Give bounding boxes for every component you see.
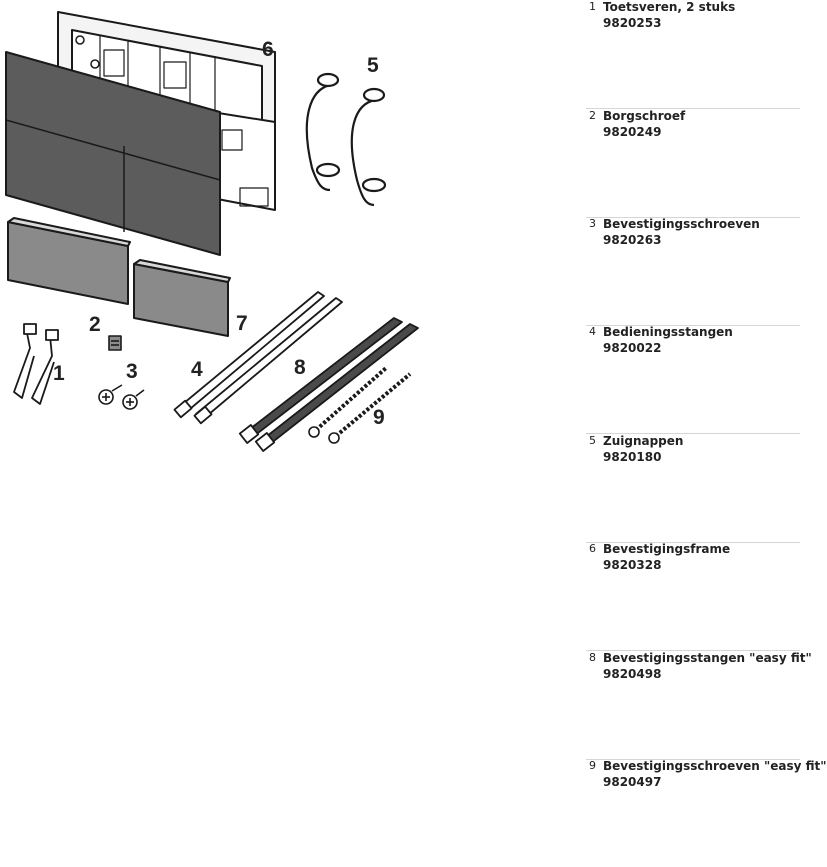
parts-list-item xyxy=(586,109,800,218)
part-number: 9 xyxy=(589,759,596,772)
callout-label-7: 7 xyxy=(236,312,248,335)
parts-list-item xyxy=(586,0,800,109)
part-number: 6 xyxy=(589,542,596,555)
part-name: Bevestigingsschroeven "easy fit" xyxy=(603,759,827,773)
callout-label-4: 4 xyxy=(191,358,203,381)
callout-label-1: 1 xyxy=(53,362,65,385)
parts-list-item xyxy=(586,217,800,326)
parts-list-item xyxy=(586,759,827,867)
callout-label-9: 9 xyxy=(373,406,385,429)
part-number: 1 xyxy=(589,0,596,13)
parts-list-item xyxy=(586,325,800,434)
part-code: 9820180 xyxy=(603,450,662,464)
part-number: 8 xyxy=(589,651,596,664)
callout-label-6: 6 xyxy=(262,38,274,61)
callout-label-2: 2 xyxy=(89,313,101,336)
suction-cups-part xyxy=(307,74,385,205)
exploded-parts-diagram xyxy=(0,0,560,480)
parts-list-item xyxy=(586,434,800,543)
part-code: 9820497 xyxy=(603,775,662,789)
part-number: 4 xyxy=(589,325,596,338)
part-name: Bevestigingsschroeven xyxy=(603,217,760,231)
locking-screw-part xyxy=(109,336,121,350)
parts-list xyxy=(586,0,827,789)
part-code: 9820263 xyxy=(603,233,662,247)
button-springs-part xyxy=(14,324,58,404)
part-code: 9820498 xyxy=(603,667,662,681)
part-code: 9820328 xyxy=(603,558,662,572)
part-name: Bevestigingsstangen "easy fit" xyxy=(603,651,812,665)
callout-label-3: 3 xyxy=(126,360,138,383)
callout-label-8: 8 xyxy=(294,356,306,379)
part-code: 9820022 xyxy=(603,341,662,355)
part-name: Borgschroef xyxy=(603,109,686,123)
fixing-screws-part xyxy=(99,385,144,409)
part-name: Toetsveren, 2 stuks xyxy=(603,0,736,14)
part-name: Bevestigingsframe xyxy=(603,542,731,556)
parts-list-item xyxy=(586,651,812,760)
parts-list-item xyxy=(586,542,800,651)
part-number: 2 xyxy=(589,109,596,122)
part-name: Bedieningsstangen xyxy=(603,325,733,339)
part-name: Zuignappen xyxy=(603,434,684,448)
part-code: 9820253 xyxy=(603,16,662,30)
part-number: 3 xyxy=(589,217,596,230)
callout-label-5: 5 xyxy=(367,54,379,77)
part-number: 5 xyxy=(589,434,596,447)
part-code: 9820249 xyxy=(603,125,662,139)
